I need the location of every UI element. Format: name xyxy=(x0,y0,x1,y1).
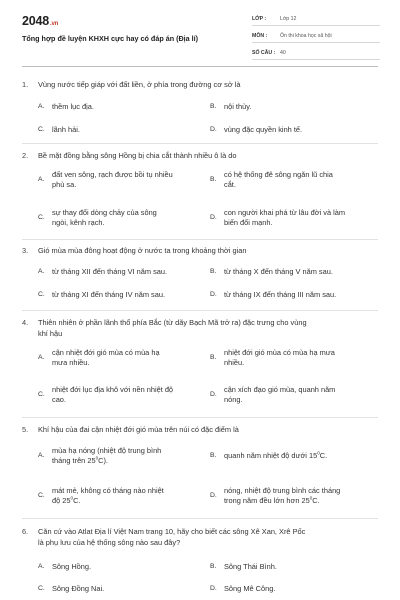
option-text xyxy=(224,170,333,190)
option-b[interactable] xyxy=(210,267,333,277)
option-letter: C. xyxy=(38,126,45,133)
option-text xyxy=(52,208,157,228)
option-letter: B. xyxy=(210,268,217,275)
option-line: mưa nhiều. xyxy=(52,358,90,367)
option-c[interactable] xyxy=(38,486,164,506)
option-letter: C. xyxy=(38,214,45,221)
option-unit: C. xyxy=(73,496,81,505)
question-number: 4. xyxy=(22,318,29,327)
question-text: Gió mùa mùa đông hoạt động ở nước ta trong khoảng thời gian xyxy=(38,246,247,255)
question-text: Bề mặt đồng bằng sông Hồng bị chia cắt thành nhiều ô là do xyxy=(38,151,237,160)
option-a[interactable] xyxy=(38,446,161,466)
question-text: Vùng nước tiếp giáp với đất liền, ở phía trong đường cơ sở là xyxy=(38,80,241,89)
question-separator xyxy=(22,518,378,519)
option-line: cận nhiệt đới gió mùa có mùa hạ xyxy=(52,348,160,357)
degree-superscript: 0 xyxy=(70,495,74,501)
meta-class-label: LỚP : xyxy=(252,15,267,22)
option-text: lãnh hải. xyxy=(52,125,80,134)
meta-subject-row xyxy=(252,29,380,43)
meta-count-label: SỐ CÂU : xyxy=(252,49,276,56)
option-line: nhiều. xyxy=(224,358,245,367)
question-number: 6. xyxy=(22,527,29,536)
option-text xyxy=(224,208,345,228)
question-number: 1. xyxy=(22,80,29,89)
question-stem xyxy=(22,246,378,257)
option-b[interactable] xyxy=(210,102,251,112)
option-letter: A. xyxy=(38,103,45,110)
question-number: 2. xyxy=(22,151,29,160)
question-stem xyxy=(22,318,378,339)
option-letter: C. xyxy=(38,391,45,398)
option-a[interactable] xyxy=(38,348,160,368)
option-letter: B. xyxy=(210,563,217,570)
option-d[interactable] xyxy=(210,208,345,228)
option-c[interactable] xyxy=(38,385,173,405)
option-b[interactable] xyxy=(210,562,277,572)
question-stem xyxy=(22,80,378,91)
option-line: biến đổi mạnh. xyxy=(224,218,273,227)
option-text xyxy=(224,451,327,461)
option-line: cao. xyxy=(52,395,66,404)
option-letter: C. xyxy=(38,291,45,298)
option-text xyxy=(224,486,340,506)
question-stem xyxy=(22,425,378,436)
option-letter: A. xyxy=(38,268,45,275)
option-text: Sông Hồng. xyxy=(52,562,92,571)
option-line: nóng, nhiệt độ trung bình các tháng xyxy=(224,486,341,495)
option-text: vùng đặc quyền kinh tế. xyxy=(224,125,303,134)
option-line: phù sa. xyxy=(52,180,77,189)
option-text: thềm lục địa. xyxy=(52,102,94,111)
option-letter: D. xyxy=(210,291,217,298)
option-letter: D. xyxy=(210,585,217,592)
option-letter: D. xyxy=(210,492,217,499)
question-separator xyxy=(22,239,378,240)
document-title: Tổng hợp đề luyện KHXH cực hay có đáp án (Địa lí) xyxy=(22,34,199,43)
option-a[interactable] xyxy=(38,102,94,112)
question-line: Thiên nhiên ở phần lãnh thổ phía Bắc (từ dãy Bạch Mã trở ra) đặc trưng cho vùng xyxy=(38,318,307,327)
option-text: từ tháng X đến tháng V năm sau. xyxy=(224,267,333,276)
option-letter: A. xyxy=(38,563,45,570)
logo-domain: .vn xyxy=(50,21,59,27)
option-text: Sông Mê Công. xyxy=(224,584,276,593)
option-text xyxy=(52,385,173,405)
option-letter: D. xyxy=(210,126,217,133)
question-line: Căn cứ vào Atlat Địa lí Việt Nam trang 10, hãy cho biết các sông Xê Xan, Xrê Pốc xyxy=(38,527,306,536)
degree-superscript: 0 xyxy=(95,455,99,461)
option-line: quanh năm nhiệt độ dưới 15 xyxy=(224,451,318,460)
option-line: con người khai phá từ lâu đời và làm xyxy=(224,208,346,217)
document-meta xyxy=(252,12,380,63)
option-letter: C. xyxy=(38,492,45,499)
question-separator xyxy=(22,310,378,311)
option-text: Sông Đồng Nai. xyxy=(52,584,105,593)
option-text xyxy=(52,170,173,190)
option-line: mát mẻ, không có tháng nào nhiệt xyxy=(52,486,164,495)
option-text: từ tháng XII đến tháng VI năm sau. xyxy=(52,267,168,276)
option-unit: C. xyxy=(319,451,328,460)
option-letter: B. xyxy=(210,176,217,183)
option-line: độ 25 xyxy=(52,496,71,505)
option-a[interactable] xyxy=(38,267,167,277)
option-line: nóng. xyxy=(224,395,243,404)
option-unit: C). xyxy=(98,456,108,465)
question-6 xyxy=(22,527,378,599)
option-line: trong năm đều lớn hơn 25 xyxy=(224,496,310,505)
question-line: khí hậu xyxy=(38,328,63,338)
question-2 xyxy=(22,151,378,243)
option-text xyxy=(224,348,335,368)
question-stem xyxy=(22,151,378,162)
option-b[interactable] xyxy=(210,170,333,190)
header-divider xyxy=(22,66,378,67)
meta-class-row xyxy=(252,12,380,26)
degree-superscript: 0 xyxy=(317,450,320,456)
option-d[interactable] xyxy=(210,385,335,405)
option-d[interactable] xyxy=(210,290,336,300)
option-b[interactable] xyxy=(210,348,335,368)
option-a[interactable] xyxy=(38,170,173,190)
meta-subject-value: Ôn thi khoa học xã hội xyxy=(280,32,332,39)
option-d[interactable] xyxy=(210,584,275,594)
option-text xyxy=(52,446,161,466)
option-d[interactable] xyxy=(210,486,340,506)
option-line: đất ven sông, rạch được bồi tụ nhiều xyxy=(52,170,173,179)
meta-class-value: Lớp 12 xyxy=(280,15,297,22)
question-4 xyxy=(22,318,378,420)
option-letter: B. xyxy=(210,452,217,459)
option-line: nhiệt đới lục địa khô với nền nhiệt độ xyxy=(52,385,174,394)
option-letter: A. xyxy=(38,354,45,361)
question-1 xyxy=(22,80,378,150)
option-c[interactable] xyxy=(38,290,165,300)
option-letter: B. xyxy=(210,354,217,361)
meta-count-value: 40 xyxy=(280,49,286,56)
option-text: từ tháng IX đến tháng III năm sau. xyxy=(224,290,337,299)
document-header xyxy=(0,0,400,70)
option-line: mùa hạ nóng (nhiệt độ trung bình xyxy=(52,446,162,455)
option-line: cắt. xyxy=(224,180,236,189)
option-text: từ tháng XI đến tháng IV năm sau. xyxy=(52,290,166,299)
option-unit: C. xyxy=(312,496,320,505)
option-b[interactable] xyxy=(210,451,327,461)
option-d[interactable] xyxy=(210,125,302,135)
question-separator xyxy=(22,417,378,418)
degree-superscript: 0 xyxy=(309,495,313,501)
option-letter: B. xyxy=(210,103,217,110)
option-line: có hệ thống đê sông ngăn lũ chia xyxy=(224,170,333,179)
option-letter: C. xyxy=(38,585,45,592)
option-line: tháng trên 25 xyxy=(52,456,96,465)
meta-subject-label: MÔN : xyxy=(252,32,268,39)
option-c[interactable] xyxy=(38,125,80,135)
option-text xyxy=(224,385,335,405)
question-separator xyxy=(22,143,378,144)
question-text: Khí hậu của đai cận nhiệt đới gió mùa trên núi có đặc điểm là xyxy=(38,425,239,434)
question-3 xyxy=(22,246,378,314)
option-letter: D. xyxy=(210,391,217,398)
question-text xyxy=(38,527,378,548)
option-text xyxy=(52,348,160,368)
option-letter: D. xyxy=(210,214,217,221)
option-c[interactable] xyxy=(38,584,104,594)
question-5 xyxy=(22,425,378,520)
question-stem xyxy=(22,527,378,548)
question-number: 5. xyxy=(22,425,29,434)
option-a[interactable] xyxy=(38,562,91,572)
site-logo[interactable] xyxy=(22,14,58,28)
question-line: là phụ lưu của hệ thống sông nào sau đây? xyxy=(38,537,181,547)
option-text: Sông Thái Bình. xyxy=(224,562,277,571)
option-text xyxy=(52,486,164,506)
meta-count-row xyxy=(252,46,380,60)
option-text: nội thủy. xyxy=(224,102,252,111)
option-line: sự thay đổi dòng chảy của sông xyxy=(52,208,157,217)
option-line: ngòi, kênh rạch. xyxy=(52,218,105,227)
option-letter: A. xyxy=(38,176,45,183)
option-line: cận xích đạo gió mùa, quanh năm xyxy=(224,385,336,394)
option-c[interactable] xyxy=(38,208,157,228)
logo-number: 2048 xyxy=(22,14,50,28)
question-text xyxy=(38,318,378,339)
option-line: nhiệt đới gió mùa có mùa hạ mưa xyxy=(224,348,335,357)
option-letter: A. xyxy=(38,452,45,459)
question-number: 3. xyxy=(22,246,29,255)
